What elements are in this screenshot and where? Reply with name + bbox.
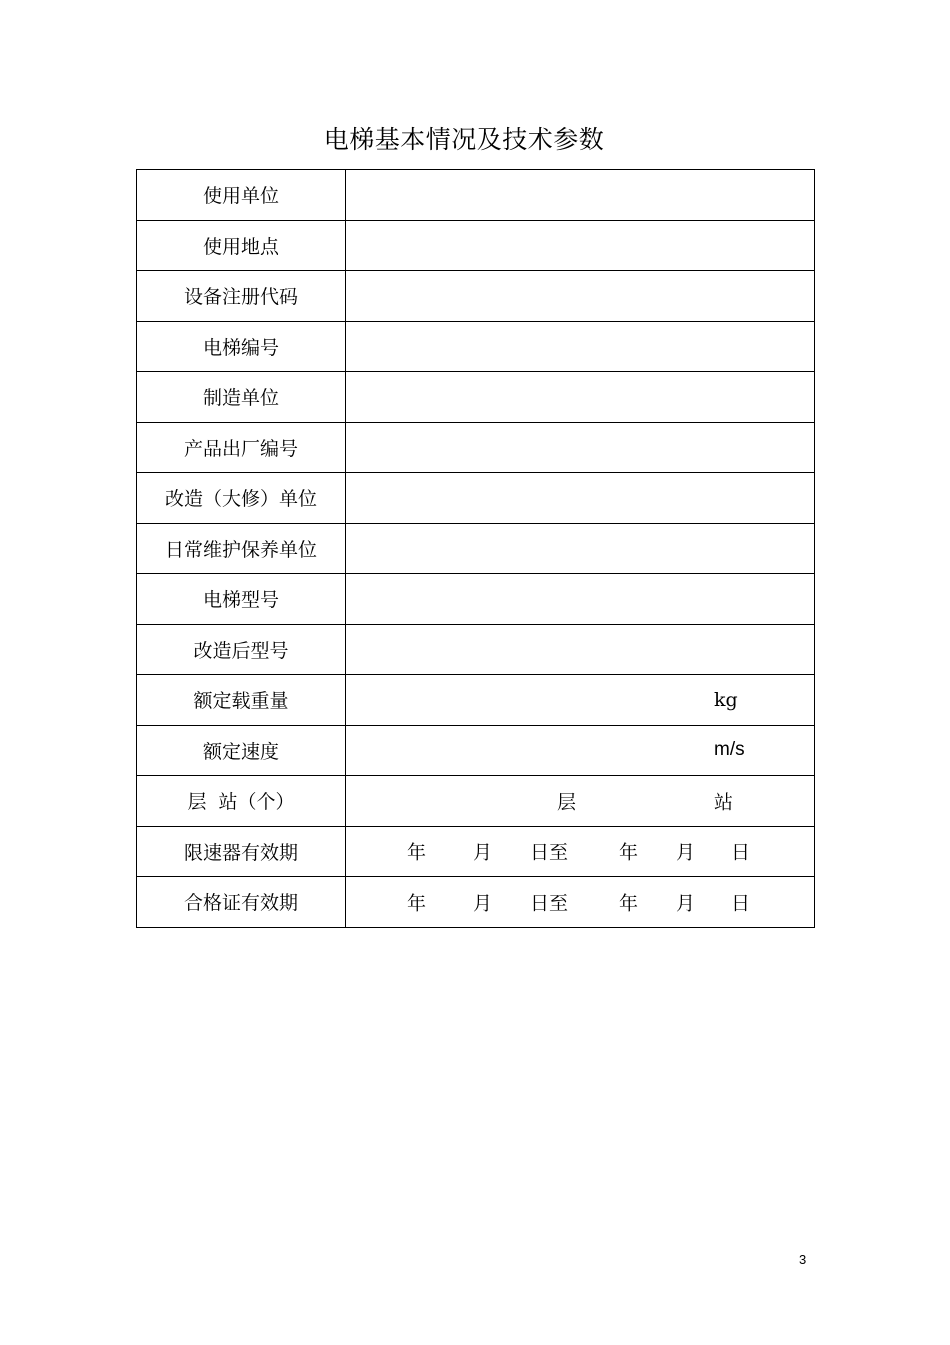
table-row: [137, 725, 815, 776]
floor-unit: 层: [557, 791, 577, 814]
label-elevator-model: 电梯型号: [137, 574, 346, 625]
elevator-info-table: [136, 169, 815, 928]
day-to-label: 日至: [530, 892, 569, 915]
label-modified-model: 改造后型号: [137, 624, 346, 675]
label-maintenance-unit: 日常维护保养单位: [137, 523, 346, 574]
field-use-location[interactable]: [346, 220, 815, 271]
unit-mps: m/s: [714, 739, 745, 761]
label-rated-load: 额定载重量: [137, 675, 346, 726]
month-label: 月: [676, 841, 696, 864]
label-registration-code: 设备注册代码: [137, 271, 346, 322]
field-registration-code[interactable]: [346, 271, 815, 322]
label-governor-validity: 限速器有效期: [137, 826, 346, 877]
day-label: 日: [731, 841, 751, 864]
field-rated-load[interactable]: [346, 675, 815, 726]
table-row: [137, 321, 815, 372]
field-governor-validity[interactable]: [346, 826, 815, 877]
table-row: [137, 675, 815, 726]
month-label: 月: [473, 841, 493, 864]
table-row: [137, 422, 815, 473]
station-unit: 站: [714, 791, 734, 814]
table-row: [137, 877, 815, 928]
year-label: 年: [407, 892, 427, 915]
field-user-unit[interactable]: [346, 170, 815, 221]
table-row: [137, 473, 815, 524]
label-elevator-number: 电梯编号: [137, 321, 346, 372]
table-row: [137, 624, 815, 675]
field-rated-speed[interactable]: [346, 725, 815, 776]
page-title: 电梯基本情况及技术参数: [323, 125, 605, 154]
label-use-location: 使用地点: [137, 220, 346, 271]
table-row: [137, 523, 815, 574]
field-floors-stations[interactable]: [346, 776, 815, 827]
table-row: [137, 776, 815, 827]
unit-kg: kg: [714, 688, 738, 711]
label-certificate-validity: 合格证有效期: [137, 877, 346, 928]
label-factory-serial: 产品出厂编号: [137, 422, 346, 473]
month-label: 月: [473, 892, 493, 915]
year-label: 年: [407, 841, 427, 864]
day-to-label: 日至: [530, 841, 569, 864]
page-number: 3: [799, 1252, 807, 1267]
year-label: 年: [619, 892, 639, 915]
month-label: 月: [676, 892, 696, 915]
table-row: [137, 826, 815, 877]
table-row: [137, 170, 815, 221]
field-certificate-validity[interactable]: [346, 877, 815, 928]
field-modified-model[interactable]: [346, 624, 815, 675]
label-renovation-unit: 改造（大修）单位: [137, 473, 346, 524]
field-elevator-model[interactable]: [346, 574, 815, 625]
year-label: 年: [619, 841, 639, 864]
field-maintenance-unit[interactable]: [346, 523, 815, 574]
label-rated-speed: 额定速度: [137, 725, 346, 776]
label-floors-stations: 层 站（个）: [137, 776, 346, 827]
table-row: [137, 271, 815, 322]
table-row: [137, 372, 815, 423]
label-manufacturer: 制造单位: [137, 372, 346, 423]
field-manufacturer[interactable]: [346, 372, 815, 423]
field-renovation-unit[interactable]: [346, 473, 815, 524]
table-row: [137, 220, 815, 271]
table-row: [137, 574, 815, 625]
field-factory-serial[interactable]: [346, 422, 815, 473]
label-user-unit: 使用单位: [137, 170, 346, 221]
field-elevator-number[interactable]: [346, 321, 815, 372]
day-label: 日: [731, 892, 751, 915]
